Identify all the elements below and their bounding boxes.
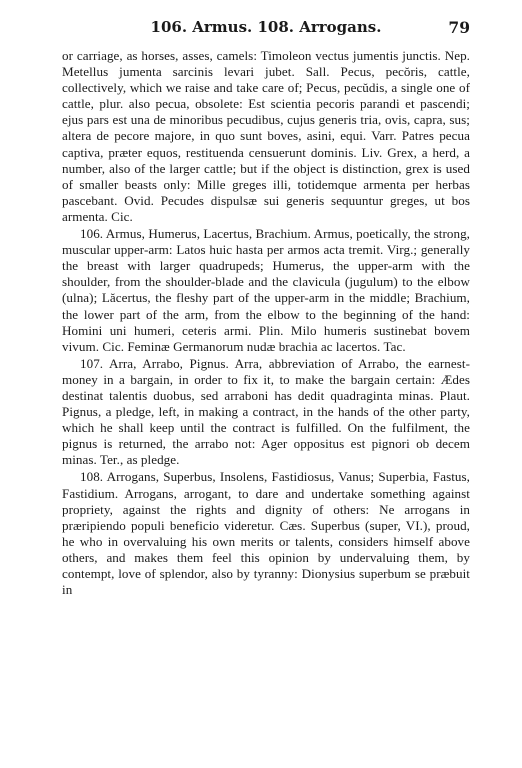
- body-text: [62, 48, 470, 598]
- entry-108: 108. Arrogans, Superbus, Insolens, Fastidiosus, Vanus; Superbia, Fastus, Fastidium. Arrogans, arrogant, to dare and undertake something against propriety, against the rights and dignity of others: Ne arrogans in præripiendo populi beneficio videretur. Cæs. Superbus (super, VI.), proud, he who in overvaluing his own merits or talents, considers himself above others, and makes them feel this opinion by undervaluing them, by contempt, love of splendor, also by tyranny: Dionysius superbum se præbuit in: [62, 469, 470, 598]
- page-number: 79: [448, 18, 470, 37]
- running-head: [62, 18, 470, 42]
- book-page: [62, 18, 470, 598]
- entry-106: 106. Armus, Humerus, Lacertus, Brachium. Armus, poetically, the strong, muscular upper-arm: Latos huic hasta per armos acta tremit. Virg.; generally the breast with larger quadrupeds; Humerus, the upper-arm with the shoulder, from the shoulder-blade and the clavicula (jugulum) to the elbow (ulna); Lăcertus, the fleshy part of the upper-arm in the middle; Brachium, the lower part of the arm, from the elbow to the beginning of the hand: Homini uni humeri, ceteris armi. Plin. Milo humeris sustinebat bovem vivum. Cic. Feminæ Germanorum nudæ brachia ac lacertos. Tac.: [62, 226, 470, 354]
- header-title: 106. Armus. 108. Arrogans.: [150, 18, 382, 36]
- paragraph-continuation: or carriage, as horses, asses, camels: Timoleon vectus jumentis junctis. Nep. Metellus jumenta sarcinis levari jubet. Sall. Pecus, pecŏris, cattle, collectively, which we raise and take care of; Pecus, pecŭdis, a single one of cattle, plur. also pecua, obsolete: Est scientia pecoris parandi et pascendi; ejus pars est una de minoribus pecudibus, cujus generis tria, ovis, capra, sus; altera de pecore majore, in quo sunt boves, asini, equi. Varr. Patres pecua captiva, præter equos, restituenda censuerunt dominis. Liv. Grex, a herd, a number, also of the larger cattle; but if the object is distinction, grex is used of smaller beasts only: Mille greges illi, totidemque armenta per herbas pascebant. Ovid. Pecudes dispulsæ sui generis sequuntur greges, ut bos armenta. Cic.: [62, 48, 470, 224]
- entry-107: 107. Arra, Arrabo, Pignus. Arra, abbreviation of Arrabo, the earnest-money in a bargain, in order to fix it, to make the bargain certain: Ædes destinat talentis duobus, sed arraboni has dedit quadraginta minas. Plaut. Pignus, a pledge, left, in making a contract, in the hands of the other party, which he shall keep until the contract is fulfilled. On the fulfilment, the pignus is returned, the arrabo not: Ager oppositus est pignori ob decem minas. Ter., as pledge.: [62, 355, 470, 468]
